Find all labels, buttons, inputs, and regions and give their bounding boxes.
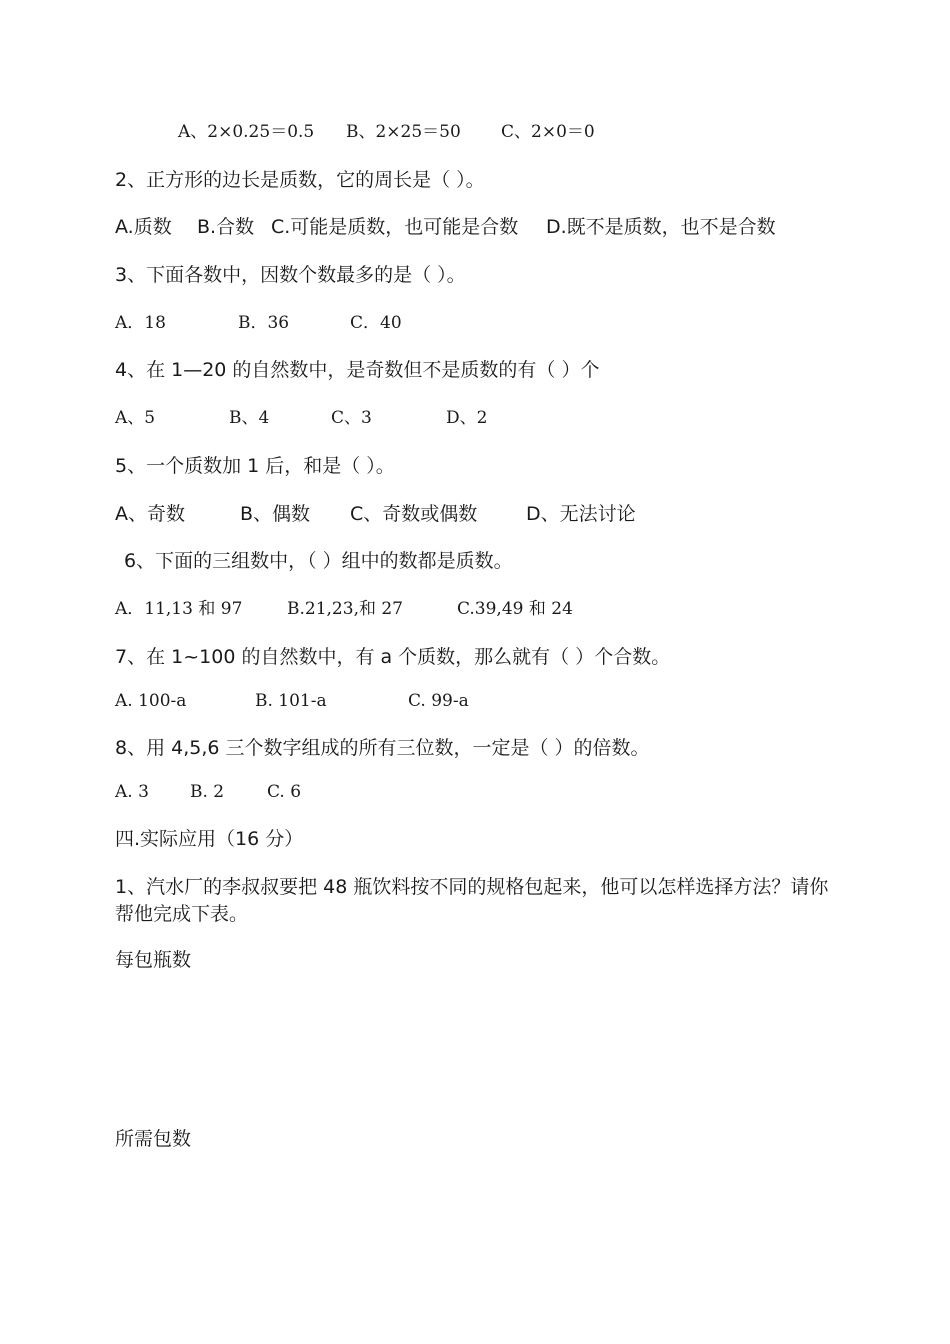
question-7-option-b: B. 101-a: [255, 691, 327, 711]
question-4-option-c: C、3: [331, 408, 372, 428]
application-question-1-text: 1、汽水厂的李叔叔要把 48 瓶饮料按不同的规格包起来，他可以怎样选择方法？请你帮他完成下表。: [115, 876, 829, 925]
question-7-option-a: A. 100-a: [115, 691, 187, 711]
question-2-option-b: B.合数: [197, 216, 255, 238]
question-5-option-a: A、奇数: [115, 503, 185, 525]
question-8-option-c: C. 6: [267, 782, 302, 802]
question-2-option-a: A.质数: [115, 216, 172, 238]
question-2-option-d: D.既不是质数，也不是合数: [546, 216, 776, 238]
prev-question-option-b: B、2×25＝50: [346, 122, 461, 142]
question-5-option-b: B、偶数: [240, 503, 311, 525]
question-3-text: 3、下面各数中，因数个数最多的是（ ）。: [115, 264, 466, 286]
question-8-option-b: B. 2: [190, 782, 225, 802]
table-row-label-packs-needed: 所需包数: [115, 1128, 192, 1150]
question-6-text: 6、下面的三组数中，（ ）组中的数都是质数。: [124, 550, 513, 572]
question-4-text: 4、在 1—20 的自然数中，是奇数但不是质数的有（ ）个: [115, 359, 600, 381]
question-3-option-b: B．36: [238, 313, 290, 333]
question-6-option-a: A．11,13 和 97: [115, 599, 243, 619]
question-4-option-d: D、2: [446, 408, 488, 428]
question-8-text: 8、用 4,5,6 三个数字组成的所有三位数，一定是（ ）的倍数。: [115, 737, 650, 759]
question-7-option-c: C. 99-a: [408, 691, 469, 711]
question-4-option-a: A、5: [115, 408, 156, 428]
question-7-text: 7、在 1~100 的自然数中，有 a 个质数，那么就有（ ）个合数。: [115, 646, 671, 668]
question-3-option-a: A．18: [115, 313, 166, 333]
question-5-option-c: C、奇数或偶数: [350, 503, 478, 525]
question-6-option-b: B.21,23,和 27: [287, 599, 404, 619]
prev-question-option-c: C、2×0＝0: [501, 122, 595, 142]
question-2-option-c: C.可能是质数，也可能是合数: [271, 216, 519, 238]
question-8-option-a: A. 3: [115, 782, 149, 802]
prev-question-option-a: A、2×0.25＝0.5: [178, 122, 315, 142]
question-5-text: 5、一个质数加 1 后，和是（ ）。: [115, 455, 395, 477]
question-3-option-c: C．40: [350, 313, 402, 333]
question-6-option-c: C.39,49 和 24: [457, 599, 573, 619]
section-4-title: 四.实际应用（16 分）: [115, 828, 304, 850]
question-4-option-b: B、4: [229, 408, 270, 428]
table-row-label-bottles-per-pack: 每包瓶数: [115, 949, 192, 971]
question-2-text: 2、正方形的边长是质数，它的周长是（ ）。: [115, 169, 485, 191]
question-5-option-d: D、无法讨论: [526, 503, 636, 525]
